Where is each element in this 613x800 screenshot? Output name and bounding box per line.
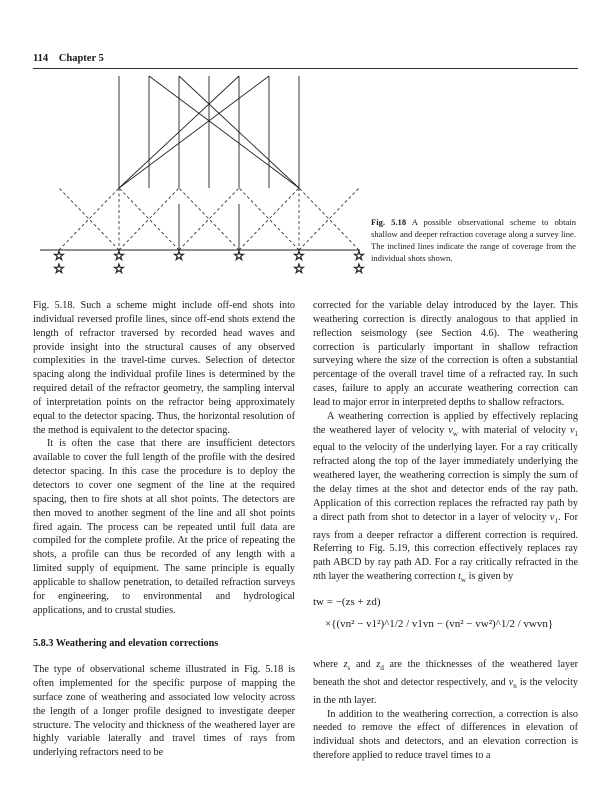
figure-caption	[371, 216, 576, 264]
left-column	[33, 299, 295, 760]
paragraph: Fig. 5.18. Such a scheme might include off-end shots into individual reversed profile lines, since off-end shots extend the length of refractor traversed by recorded head waves and provide insight into the structural causes of any observed complexities in the travel-time curves. Selection of detector spacing along the individual profile lines is determined by the required detail of the refractor geometry, the sampling interval of interpretation points on the refractor being approximately equal to the detector spacing. Thus, the horizontal resolution of the method is equivalent to the detector spacing.	[33, 300, 295, 436]
paragraph: A weathering correction is applied by effectively replacing the weathered layer of velocity $v_w$ with material of velocity $v_1$ equal to the velocity of the underlying layer. For a ray critically refracted along the top of the layer immediately underlying the weathered layer, the weathering correction is simply the sum of the delay times at the shot and detector ends of the ray path. Application of this correction replaces the refracted ray path by a direct path from shot to detector in a layer of velocity $v_1$. For rays from a deeper refractor a different correction is required. Referring to Fig. 5.19, this correction effectively replaces ray path ABCD by ray path AD. For a ray critically refracted in the nth layer the weathering correction $t_w$ is given by	[313, 410, 578, 585]
shot-star-icon: ☆	[293, 249, 305, 264]
shot-star-icon: ☆	[53, 262, 65, 277]
equation-line-1: tw = −(zs + zd)	[313, 595, 381, 608]
section-title: Weathering and elevation corrections	[55, 638, 219, 650]
page-number: 114	[33, 53, 49, 64]
shot-star-icon: ☆	[353, 249, 365, 264]
right-column	[313, 299, 578, 763]
shot-star-icon: ☆	[113, 249, 125, 264]
shot-star-icon: ☆	[293, 262, 305, 277]
shot-star-icon: ☆	[233, 249, 245, 264]
equation-weathering-correction	[313, 594, 578, 652]
coverage-deep-4	[149, 76, 299, 188]
paragraph: In addition to the weathering correction, a correction is also needed to remove the effect of differences in elevation of individual shots and detectors, and an elevation correction is therefore applied to reduce travel times to a	[313, 708, 578, 762]
caption-text: A possible observational scheme to obtain shallow and deeper refraction coverage along a survey line. The inclined lines indicate the range of coverage from the individual shots shown.	[371, 217, 576, 263]
paragraph: corrected for the variable delay introduced by the layer. This weathering correction is directly analogous to that applied in reflection seismology (see Section 4.6). The weathering correction is particularly important in shallow refraction surveying where the size of the correction is often a substantial percentage of the overall travel time of a refracted ray. In such cases, failure to apply an accurate weathering correction can lead to major error in interpreted depths to shallow refractors.	[313, 300, 578, 408]
paragraph: It is often the case that there are insufficient detectors available to cover the full length of the profile with the desired detector spacing. In this case the procedure is to deploy the detectors to cover one segment of the line at the required spacing, then to fire shots at all shot points. The detectors are then moved to another segment of the line and all shot points fired again. The process can be repeated until full data are compiled for the complete profile. At the price of repeating the shots, a profile can thus be recorded of any length with a limited supply of equipment. The same principle is equally applicable to shallow penetration, to detailed refraction surveys for engineering, to environmental and hydrological applications, and to crustal studies.	[33, 438, 295, 616]
section-number: 5.8.3	[33, 638, 54, 650]
running-header	[33, 48, 578, 69]
equation-line-2: ×{(vn² − v1²)^1/2 / v1vn − (vn² − vw²)^1/2 / vwvn}	[325, 617, 554, 630]
coverage-deep-2	[119, 76, 269, 188]
caption-label: Fig. 5.18	[371, 217, 407, 227]
shot-star-icon: ☆	[173, 249, 185, 264]
figure-5-18-diagram	[40, 76, 365, 277]
shot-star-icon: ☆	[113, 262, 125, 277]
shot-star-icon: ☆	[353, 262, 365, 277]
paragraph: The type of observational scheme illustrated in Fig. 5.18 is often implemented for the specific purpose of mapping the surface zone of weathering and associated low velocity across the length of a longer profile designed to investigate deeper structure. The velocity and thickness of the weathered layer are highly variable laterally and travel times of rays from underlying refractors need to be	[33, 664, 295, 759]
shot-star-icon: ☆	[53, 249, 65, 264]
chapter-label: Chapter 5	[58, 53, 104, 64]
paragraph: where $z_s$ and $z_d$ are the thicknesses of the weathered layer beneath the shot and detector respectively, and $v_n$ is the velocity in the nth layer.	[313, 658, 579, 706]
section-heading	[33, 637, 295, 651]
